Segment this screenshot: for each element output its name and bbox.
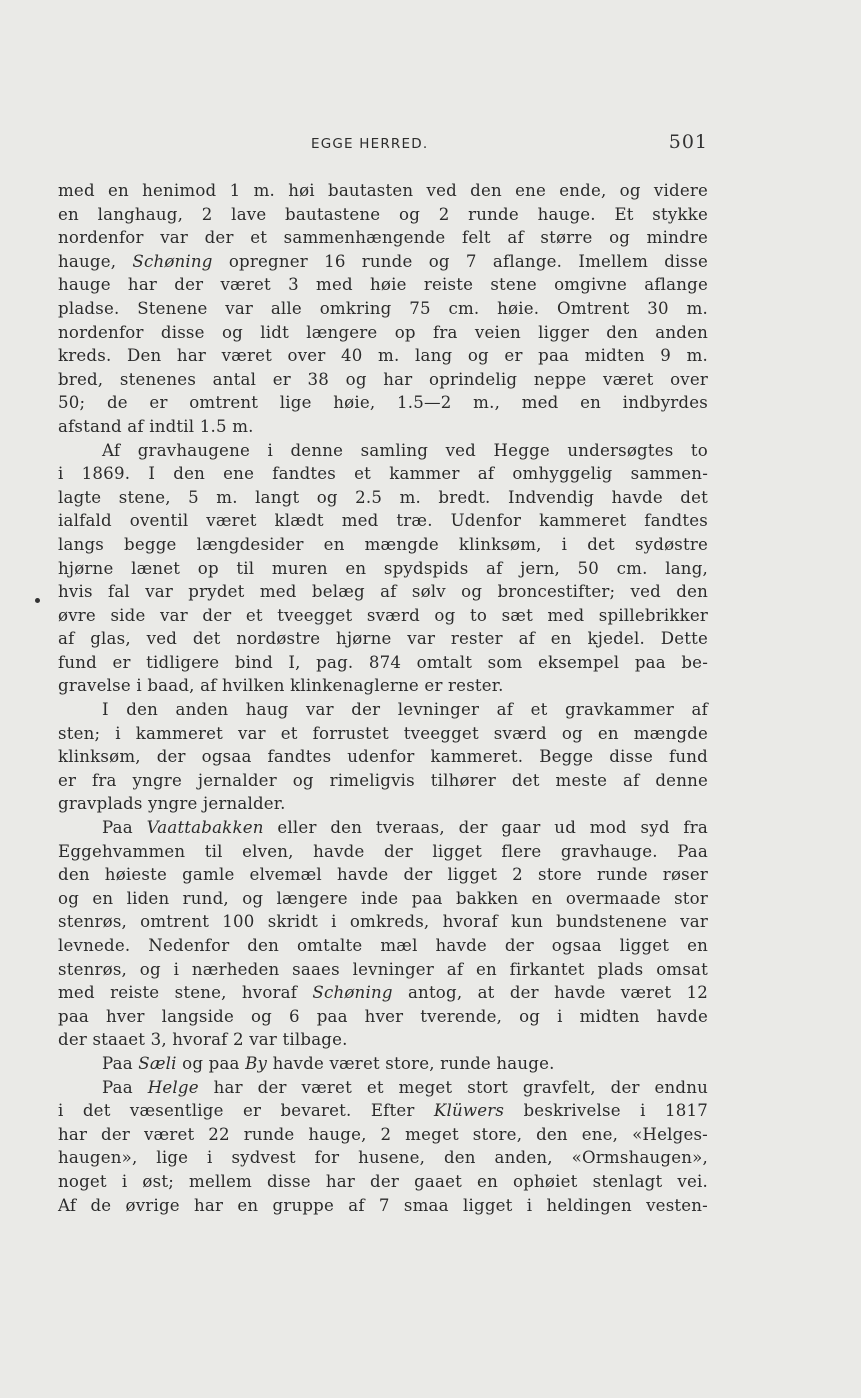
italic-name: By xyxy=(245,1053,268,1073)
text-line: hvis fal var prydet med belæg af sølv og broncestifter; ved den xyxy=(58,582,708,602)
text-line: stenrøs, omtrent 100 skridt i omkreds, hvoraf kun bundstenene var xyxy=(58,912,708,932)
text-line: levnede. Nedenfor den omtalte mæl havde der ogsaa ligget en xyxy=(58,936,708,955)
body-text xyxy=(58,179,708,1217)
text-line: 50; de er omtrent lige høie, 1.5—2 m., med en indbyrdes xyxy=(58,393,708,413)
text-line: med reiste stene, hvoraf Schøning antog, at der havde været 12 xyxy=(58,983,708,1003)
text-line: noget i øst; mellem disse har der gaaet en ophøiet stenlagt vei. xyxy=(58,1171,708,1191)
text-line: hjørne lænet op til muren en spydspids af jern, 50 cm. lang, xyxy=(58,558,708,578)
text-line: i det væsentlige er bevaret. Efter Klüwers beskrivelse i 1817 xyxy=(58,1101,708,1121)
italic-name: Helge xyxy=(147,1077,199,1097)
text-line: nordenfor var der et sammenhængende felt af større og mindre xyxy=(58,228,708,248)
text-line: haugen», lige i sydvest for husene, den anden, «Ormshaugen», xyxy=(58,1148,708,1168)
text-line: i 1869. I den ene fandtes et kammer af omhyggelig sammen- xyxy=(58,464,708,484)
text-line: langs begge længdesider en mængde klinksøm, i det sydøstre xyxy=(58,534,708,554)
text-line: sten; i kammeret var et forrustet tveegget sværd og en mængde xyxy=(58,723,708,743)
page-header xyxy=(58,131,708,161)
margin-mark xyxy=(35,598,40,603)
text-line: gravelse i baad, af hvilken klinkenaglerne er rester. xyxy=(58,676,504,696)
italic-name: Schøning xyxy=(312,983,393,1003)
text-line: Eggehvammen til elven, havde der ligget flere gravhauge. Paa xyxy=(58,841,708,861)
text-line: Af de øvrige har en gruppe af 7 smaa ligget i heldingen vesten- xyxy=(58,1195,708,1215)
text-line: lagte stene, 5 m. langt og 2.5 m. bredt. Indvendig havde det xyxy=(58,487,708,507)
text-line: øvre side var der et tveegget sværd og to sæt med spillebrikker xyxy=(58,605,708,625)
text-line: Paa Vaattabakken eller den tveraas, der gaar ud mod syd fra xyxy=(102,818,708,838)
text-line: nordenfor disse og lidt længere op fra veien ligger den anden xyxy=(58,322,708,342)
italic-name: Klüwers xyxy=(433,1101,505,1121)
text-line: klinksøm, der ogsaa fandtes udenfor kammeret. Begge disse fund xyxy=(58,747,708,767)
text-line: ialfald oventil været klædt med træ. Udenfor kammeret fandtes xyxy=(58,511,708,531)
text-line: og en liden rund, og længere inde paa bakken en overmaade stor xyxy=(58,888,708,908)
text-line: der staaet 3, hvoraf 2 var tilbage. xyxy=(58,1030,348,1050)
text-line: Paa Helge har der været et meget stort gravfelt, der endnu xyxy=(102,1077,708,1097)
page-number: 501 xyxy=(668,131,708,153)
text-line: fund er tidligere bind I, pag. 874 omtalt som eksempel paa be- xyxy=(58,652,708,672)
text-line: I den anden haug var der levninger af et gravkammer af xyxy=(102,700,708,720)
italic-name: Schøning xyxy=(132,251,213,271)
text-line: paa hver langside og 6 paa hver tverende, og i midten havde xyxy=(58,1006,708,1026)
text-line: Af gravhaugene i denne samling ved Hegge undersøgtes to xyxy=(102,440,708,460)
text-line: hauge har der været 3 med høie reiste stene omgivne aflange xyxy=(58,275,708,295)
text-line: afstand af indtil 1.5 m. xyxy=(58,416,254,436)
text-line: den høieste gamle elvemæl havde der ligget 2 store runde røser xyxy=(58,865,708,885)
text-line: har der været 22 runde hauge, 2 meget store, den ene, «Helges- xyxy=(58,1124,708,1144)
text-line: stenrøs, og i nærheden saaes levninger af en firkantet plads omsat xyxy=(58,959,708,979)
text-line: hauge, Schøning opregner 16 runde og 7 aflange. Imellem disse xyxy=(58,251,708,271)
running-title: EGGE HERRED. xyxy=(311,136,429,152)
text-line: Paa Sæli og paa By havde været store, runde hauge. xyxy=(102,1053,555,1073)
italic-name: Sæli xyxy=(138,1053,177,1073)
italic-name: Vaattabakken xyxy=(146,818,264,838)
text-line: bred, stenenes antal er 38 og har oprindelig neppe været over xyxy=(58,369,708,389)
text-line: er fra yngre jernalder og rimeligvis tilhører det meste af denne xyxy=(58,770,708,790)
text-line: af glas, ved det nordøstre hjørne var rester af en kjedel. Dette xyxy=(58,629,708,649)
text-line: en langhaug, 2 lave bautastene og 2 runde hauge. Et stykke xyxy=(58,204,708,224)
text-line: gravplads yngre jernalder. xyxy=(58,794,286,814)
text-line: med en henimod 1 m. høi bautasten ved den ene ende, og videre xyxy=(58,181,708,200)
text-line: kreds. Den har været over 40 m. lang og er paa midten 9 m. xyxy=(58,346,708,366)
text-line: pladse. Stenene var alle omkring 75 cm. høie. Omtrent 30 m. xyxy=(58,298,708,318)
